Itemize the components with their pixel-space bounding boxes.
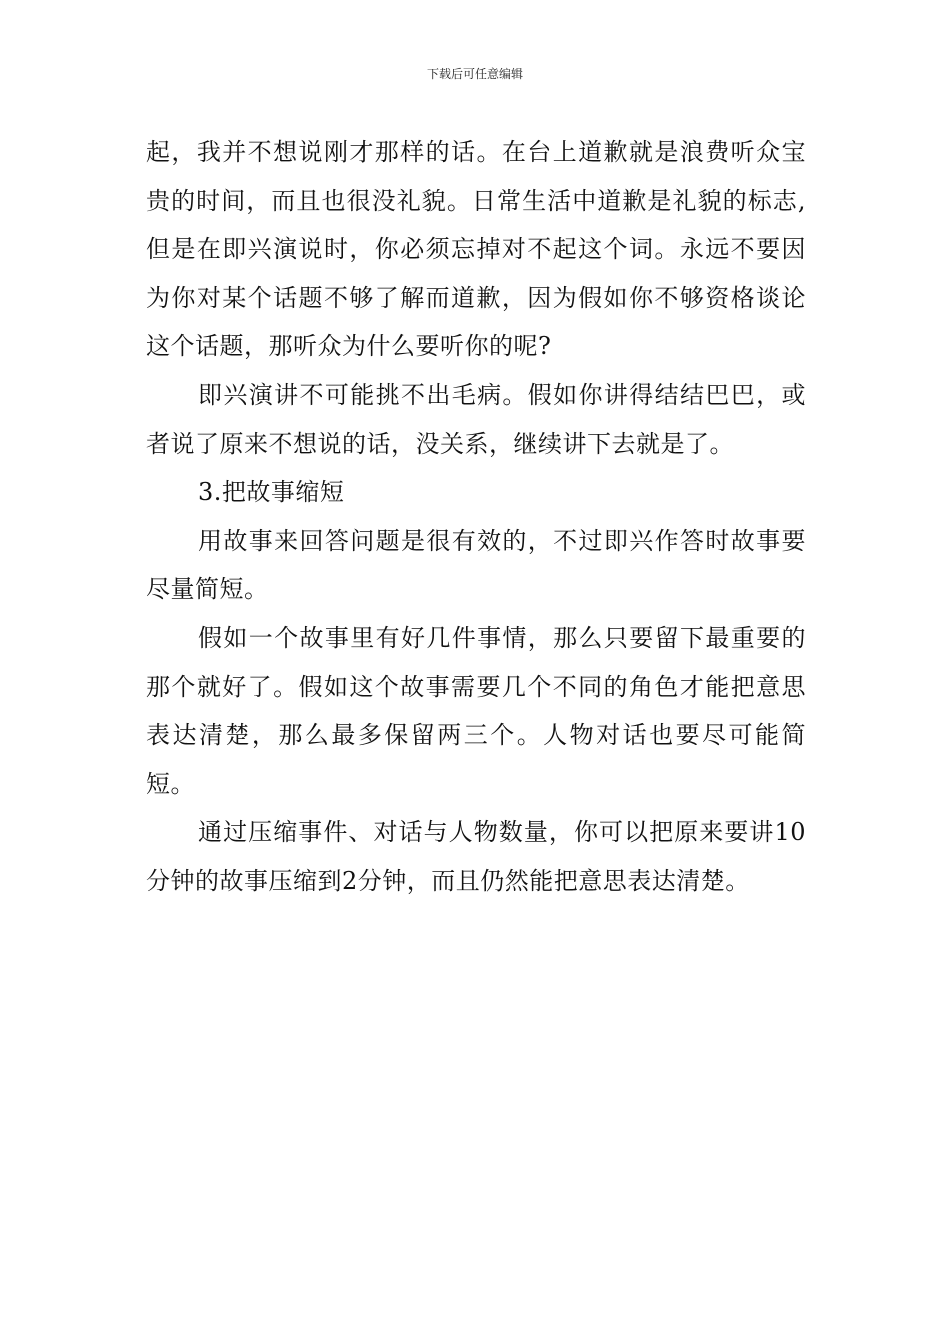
paragraph-story-answer: 用故事来回答问题是很有效的，不过即兴作答时故事要尽量简短。: [146, 526, 806, 604]
paragraph-flaws: 即兴演讲不可能挑不出毛病。假如你讲得结结巴巴，或者说了原来不想说的话，没关系，继续讲下去就是了。: [146, 380, 806, 458]
paragraph-apology-continued: 起，我并不想说刚才那样的话。在台上道歉就是浪费听众宝贵的时间，而且也很没礼貌。日常生活中道歉是礼貌的标志,但是在即兴演说时，你必须忘掉对不起这个词。永远不要因为你对某个话题不够了解而道歉，因为假如你不够资格谈论这个话题，那听众为什么要听你的呢?: [146, 138, 806, 361]
section-heading-shorten-story: 3.把故事缩短: [198, 478, 345, 507]
paragraph-compress-story: 通过压缩事件、对话与人物数量，你可以把原来要讲10分钟的故事压缩到2分钟，而且仍然能把意思表达清楚。: [146, 818, 806, 895]
paragraph-story-events: 假如一个故事里有好几件事情，那么只要留下最重要的那个就好了。假如这个故事需要几个不同的角色才能把意思表达清楚，那么最多保留两三个。人物对话也要尽可能简短。: [146, 623, 806, 798]
document-body: [146, 128, 806, 906]
page-header: 下载后可任意编辑: [426, 67, 523, 81]
